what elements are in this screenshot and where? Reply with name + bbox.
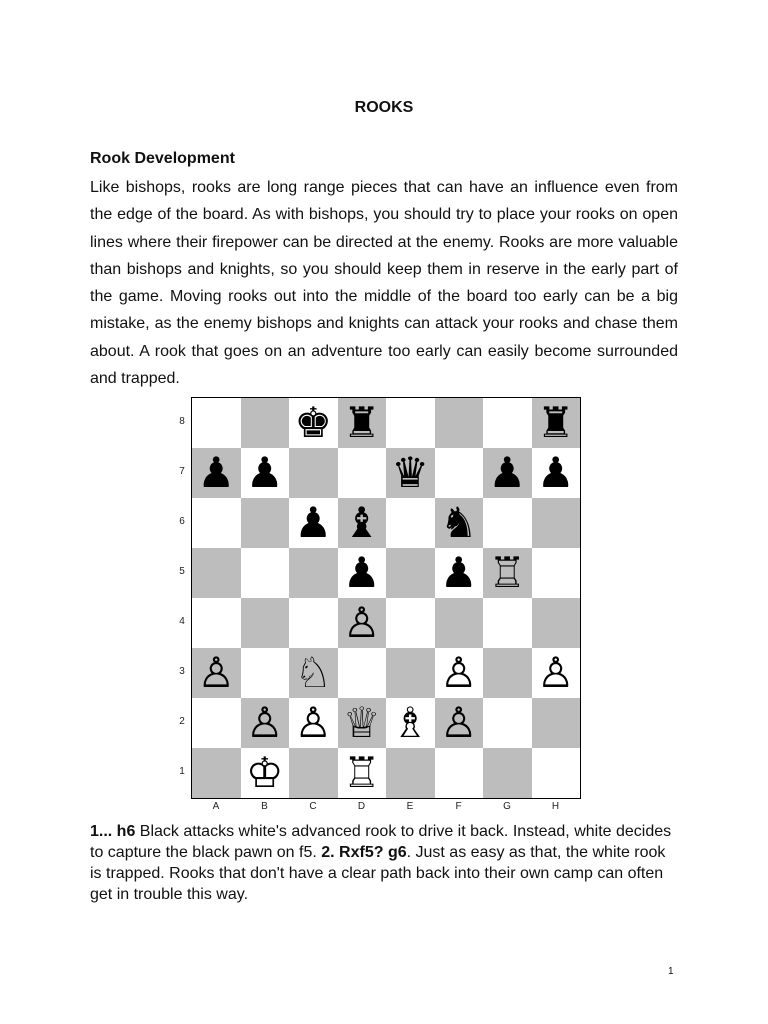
- white-rook-icon: ♖: [488, 548, 527, 597]
- square-d7: [338, 448, 387, 498]
- white-pawn-icon: ♙: [245, 698, 284, 747]
- square-e6: [386, 498, 435, 548]
- square-h4: [532, 598, 581, 648]
- file-label: G: [503, 801, 511, 812]
- square-g5: [483, 548, 532, 598]
- black-pawn-icon: ♟: [536, 448, 575, 497]
- square-g6: [483, 498, 532, 548]
- square-d1: [338, 748, 387, 798]
- square-b8: [241, 398, 290, 448]
- square-g7: [483, 448, 532, 498]
- file-label: H: [551, 801, 560, 812]
- square-c4: [289, 598, 338, 648]
- file-labels: [192, 801, 582, 815]
- white-pawn-icon: ♙: [342, 598, 381, 647]
- rank-label: 8: [179, 416, 185, 427]
- square-f2: [435, 698, 484, 748]
- square-b3: [241, 648, 290, 698]
- square-e7: [386, 448, 435, 498]
- square-e8: [386, 398, 435, 448]
- square-d8: [338, 398, 387, 448]
- square-c2: [289, 698, 338, 748]
- square-b2: [241, 698, 290, 748]
- square-a5: [192, 548, 241, 598]
- file-label: E: [406, 801, 414, 812]
- black-king-icon: ♚: [294, 398, 333, 447]
- square-f7: [435, 448, 484, 498]
- white-bishop-icon: ♗: [391, 698, 430, 747]
- white-pawn-icon: ♙: [294, 698, 333, 747]
- square-h2: [532, 698, 581, 748]
- section-heading: Rook Development: [90, 150, 235, 167]
- square-e2: [386, 698, 435, 748]
- square-d2: [338, 698, 387, 748]
- square-b1: [241, 748, 290, 798]
- white-king-icon: ♔: [245, 748, 284, 797]
- white-knight-icon: ♘: [294, 648, 333, 697]
- file-label: D: [357, 801, 366, 812]
- caption-text-2: . Just as easy as that, the white rook is trapped. Rooks that don't have a clear path back into their own camp can often get in trouble this way.: [90, 844, 666, 903]
- square-e5: [386, 548, 435, 598]
- square-f4: [435, 598, 484, 648]
- rank-label: 3: [179, 666, 185, 677]
- square-c5: [289, 548, 338, 598]
- rank-label: 4: [179, 616, 185, 627]
- square-g1: [483, 748, 532, 798]
- square-e1: [386, 748, 435, 798]
- square-a8: [192, 398, 241, 448]
- square-a6: [192, 498, 241, 548]
- square-f8: [435, 398, 484, 448]
- square-c3: [289, 648, 338, 698]
- square-g8: [483, 398, 532, 448]
- square-f6: [435, 498, 484, 548]
- square-a1: [192, 748, 241, 798]
- white-queen-icon: ♕: [342, 698, 381, 747]
- white-pawn-icon: ♙: [439, 648, 478, 697]
- square-g4: [483, 598, 532, 648]
- square-f5: [435, 548, 484, 598]
- white-pawn-icon: ♙: [536, 648, 575, 697]
- black-pawn-icon: ♟: [245, 448, 284, 497]
- rank-label: 1: [179, 766, 185, 777]
- chess-board: [191, 397, 581, 799]
- caption-move-2: 2. Rxf5? g6: [321, 844, 407, 861]
- white-pawn-icon: ♙: [197, 648, 236, 697]
- file-label: C: [309, 801, 317, 812]
- file-label: A: [212, 801, 220, 812]
- square-g3: [483, 648, 532, 698]
- page-number: 1: [668, 966, 674, 977]
- rank-label: 5: [179, 566, 185, 577]
- square-f1: [435, 748, 484, 798]
- square-b7: [241, 448, 290, 498]
- file-label: F: [455, 801, 462, 812]
- black-pawn-icon: ♟: [294, 498, 333, 547]
- square-h7: [532, 448, 581, 498]
- square-c7: [289, 448, 338, 498]
- square-h6: [532, 498, 581, 548]
- square-b5: [241, 548, 290, 598]
- black-pawn-icon: ♟: [488, 448, 527, 497]
- square-h5: [532, 548, 581, 598]
- square-a2: [192, 698, 241, 748]
- rank-label: 2: [179, 716, 185, 727]
- square-d6: [338, 498, 387, 548]
- square-e4: [386, 598, 435, 648]
- square-b6: [241, 498, 290, 548]
- square-a7: [192, 448, 241, 498]
- white-rook-icon: ♖: [342, 748, 381, 797]
- file-label: B: [261, 801, 268, 812]
- square-h8: [532, 398, 581, 448]
- square-h3: [532, 648, 581, 698]
- black-queen-icon: ♛: [391, 448, 430, 497]
- rank-label: 7: [179, 466, 185, 477]
- square-b4: [241, 598, 290, 648]
- diagram-caption: [90, 821, 680, 905]
- black-pawn-icon: ♟: [439, 548, 478, 597]
- rank-label: 6: [179, 516, 185, 527]
- square-c6: [289, 498, 338, 548]
- square-h1: [532, 748, 581, 798]
- caption-move-1: 1... h6: [90, 823, 136, 840]
- square-e3: [386, 648, 435, 698]
- square-c8: [289, 398, 338, 448]
- square-a3: [192, 648, 241, 698]
- black-pawn-icon: ♟: [342, 548, 381, 597]
- square-d4: [338, 598, 387, 648]
- square-f3: [435, 648, 484, 698]
- square-c1: [289, 748, 338, 798]
- caption-text-1: Black attacks white's advanced rook to drive it back. Instead, white decides to capture the black pawn on f5.: [90, 823, 672, 861]
- square-g2: [483, 698, 532, 748]
- body-paragraph: Like bishops, rooks are long range pieces that can have an influence even from the edge of the board. As with bishops, you should try to place your rooks on open lines where their firepower can be directed at the enemy. Rooks are more valuable than bishops and knights, so you should keep them in reserve in the early part of the game. Moving rooks out into the middle of the board too early can be a big mistake, as the enemy bishops and knights can attack your rooks and chase them about. A rook that goes on an adventure too early can easily become surrounded and trapped.: [90, 179, 678, 388]
- black-rook-icon: ♜: [536, 398, 575, 447]
- white-pawn-icon: ♙: [439, 698, 478, 747]
- black-bishop-icon: ♝: [342, 498, 381, 547]
- square-d3: [338, 648, 387, 698]
- square-a4: [192, 598, 241, 648]
- black-rook-icon: ♜: [342, 398, 381, 447]
- black-pawn-icon: ♟: [197, 448, 236, 497]
- rank-labels: [172, 397, 190, 799]
- square-d5: [338, 548, 387, 598]
- page-title: ROOKS: [354, 99, 414, 116]
- black-knight-icon: ♞: [439, 498, 478, 547]
- chess-diagram: [172, 397, 582, 817]
